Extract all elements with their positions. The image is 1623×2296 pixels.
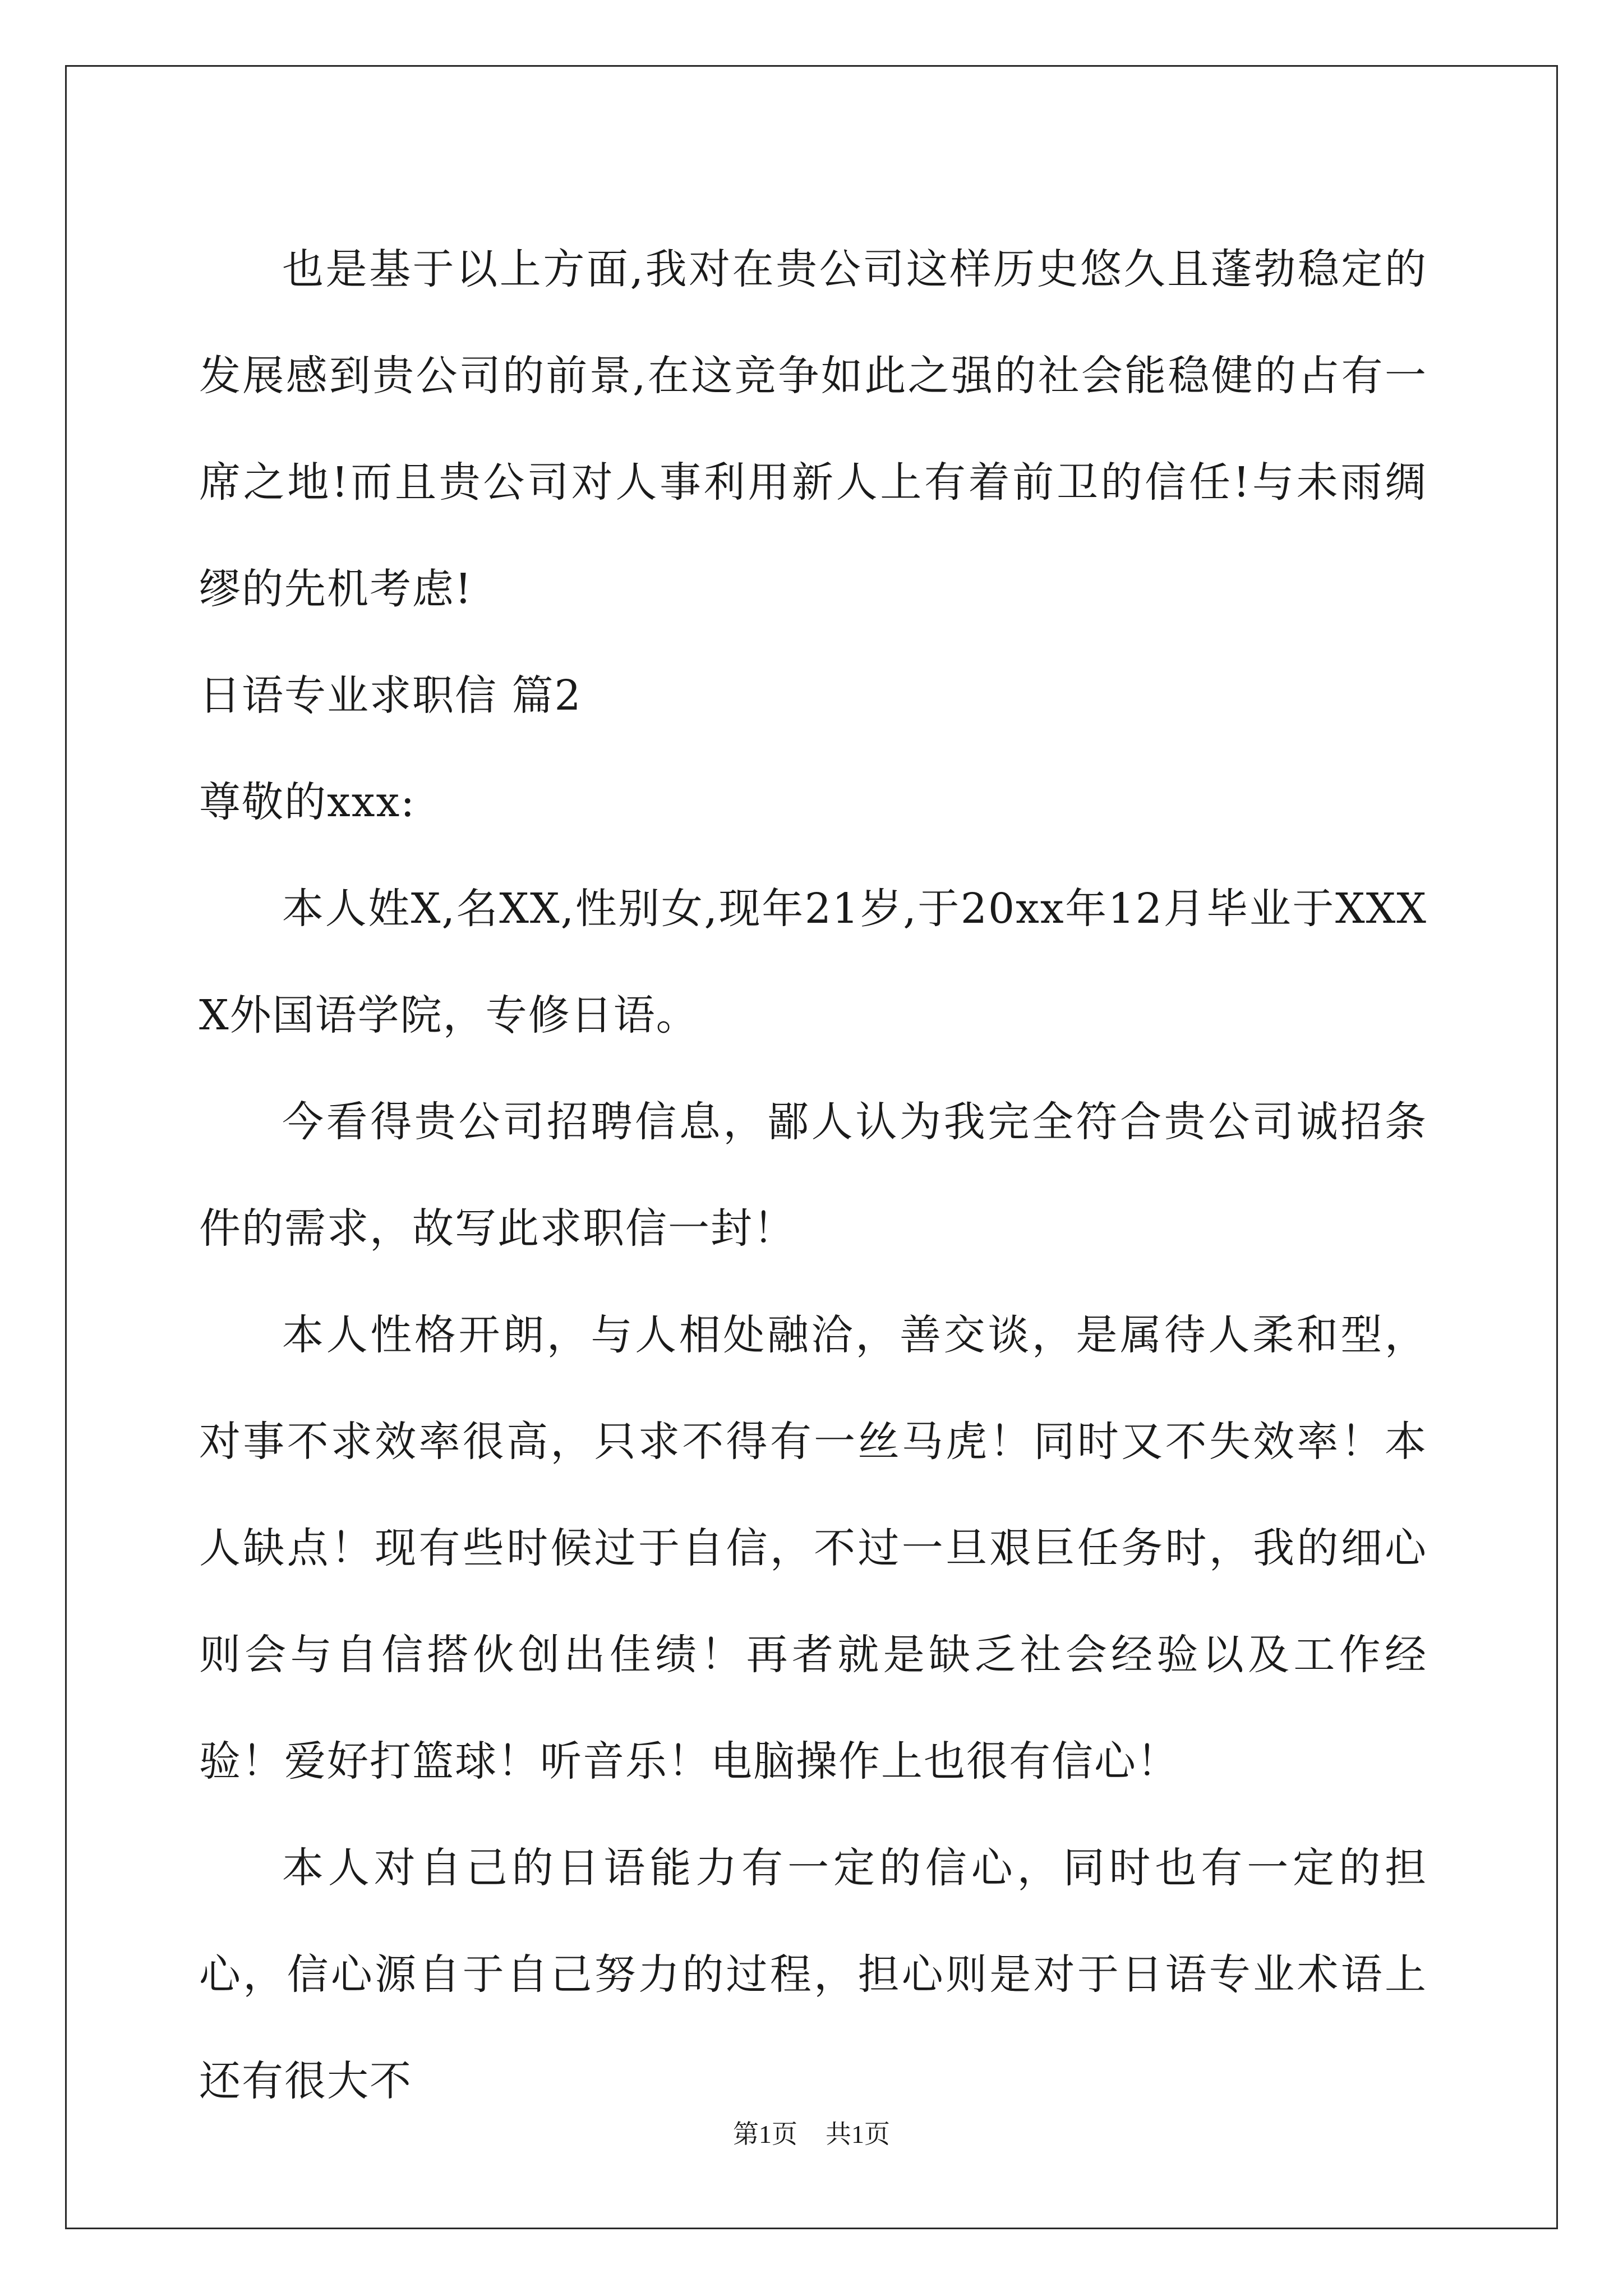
paragraph-personal-info: 本人姓X,名XX,性别女,现年21岁,于20xx年12月毕业于XXXX外国语学院，专修日语。	[199, 885, 1427, 1039]
paragraph-intro-continuation: 也是基于以上方面,我对在贵公司这样历史悠久且蓬勃稳定的发展感到贵公司的前景,在这竞争如此之强的社会能稳健的占有一席之地!而且贵公司对人事利用新人上有着前卫的信任!与未雨绸缪的先机考虑!	[199, 245, 1427, 613]
page-number: 第1页	[733, 2120, 797, 2148]
salutation: 尊敬的xxx:	[199, 778, 416, 826]
section-heading: 日语专业求职信 篇2	[199, 671, 582, 720]
document-body	[199, 216, 1427, 2134]
page-footer	[0, 2114, 1623, 2151]
page-total: 共1页	[826, 2120, 890, 2148]
paragraph-japanese-ability: 本人对自己的日语能力有一定的信心，同时也有一定的担心，信心源自于自己努力的过程，担心则是对于日语专业术语上还有很大不	[199, 1844, 1427, 2105]
paragraph-purpose: 今看得贵公司招聘信息，鄙人认为我完全符合贵公司诚招条件的需求，故写此求职信一封！	[199, 1098, 1427, 1253]
paragraph-personality: 本人性格开朗，与人相处融洽，善交谈，是属待人柔和型，对事不求效率很高，只求不得有一丝马虎！同时又不失效率！本人缺点！现有些时候过于自信，不过一旦艰巨任务时，我的细心则会与自信搭伙创出佳绩！再者就是缺乏社会经验以及工作经验！爱好打篮球！听音乐！电脑操作上也很有信心！	[199, 1311, 1427, 1786]
